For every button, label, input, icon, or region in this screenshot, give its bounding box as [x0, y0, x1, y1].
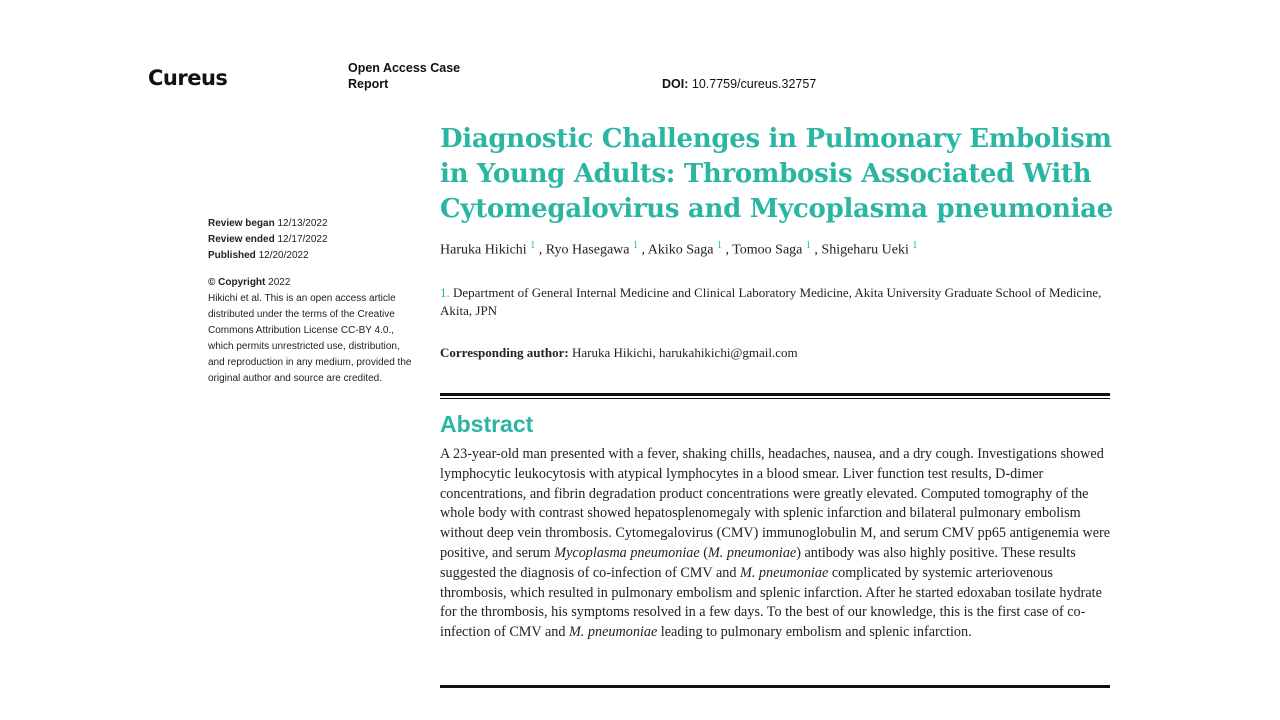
review-began-label: Review began — [208, 218, 275, 229]
author-separator: , — [810, 242, 822, 258]
affiliation-text: Department of General Internal Medicine and Clinical Laboratory Medicine, Akita University Graduate School of Medicine, Akita, JPN — [440, 285, 1102, 318]
corresponding-author-value: Haruka Hikichi, harukahikichi@gmail.com — [571, 345, 798, 360]
author-affiliation-ref[interactable]: 1 — [633, 240, 639, 251]
author-name: Tomoo Saga — [732, 242, 803, 258]
author-name: Ryo Hasegawa — [545, 242, 630, 258]
published-label: Published — [208, 250, 256, 261]
author-affiliation-ref[interactable]: 1 — [530, 240, 536, 251]
abstract-text: complicated by systemic arteriovenous thrombosis, which resulted in pulmonary embolism and splenic infarction. After he started edoxaban tosilate hydrate for the thrombosis, his symptoms resolved in a few days. To the best of our knowledge, this is the first case of co-infection of CMV and — [440, 564, 1102, 641]
abstract-italic-term: Mycoplasma pneumoniae — [554, 544, 700, 561]
bottom-divider — [440, 685, 1110, 688]
review-ended — [208, 232, 423, 248]
abstract-italic-term: M. pneumoniae — [740, 564, 829, 581]
article-type-line2: Report — [348, 77, 389, 91]
author-name: Haruka Hikichi — [440, 242, 527, 258]
journal-logo: Cureus — [148, 66, 228, 90]
abstract-text: leading to pulmonary embolism and splenic infarction. — [657, 624, 972, 641]
author-name: Akiko Saga — [647, 242, 714, 258]
author-separator: , — [535, 242, 546, 258]
article-type-line1: Open Access Case — [348, 61, 461, 75]
review-began — [208, 216, 423, 232]
divider-thin-line — [440, 398, 1110, 399]
abstract-text: A 23-year-old man presented with a fever, shaking chills, headaches, nausea, and a dry cough. Investigations showed lymphocytic leukocytosis with atypical lymphocytes in a blood smear. Liver function test results, D-dimer concentrations, and fibrin degradation product concentrations were greatly elevated. Computed tomography of the whole body with contrast showed hepatosplenomegaly with splenic infarction and bilateral pulmonary embolism without deep vein thrombosis. Cytomegalovirus (CMV) immunoglobulin M, and serum CMV pp65 antigenemia were positive, and serum — [440, 446, 1111, 561]
doi — [662, 77, 816, 91]
abstract-text: ( — [699, 544, 708, 561]
copyright — [208, 275, 423, 291]
article-history-sidebar — [208, 216, 423, 387]
copyright-year: 2022 — [268, 277, 291, 288]
abstract-italic-term: M. pneumoniae — [707, 544, 797, 561]
affiliation — [440, 284, 1110, 320]
author-name: Shigeharu Ueki — [821, 242, 909, 258]
copyright-label: © Copyright — [208, 277, 266, 288]
article-title: Diagnostic Challenges in Pulmonary Embolism in Young Adults: Thrombosis Associated With Cytomegalovirus and Mycoplasma pneumoniae — [440, 124, 1113, 224]
review-ended-value: 12/17/2022 — [277, 234, 328, 245]
doi-value[interactable]: 10.7759/cureus.32757 — [691, 77, 817, 91]
section-divider — [440, 393, 1110, 400]
published-value: 12/20/2022 — [258, 250, 309, 261]
divider-thick-line — [440, 393, 1110, 396]
author-separator: , — [721, 242, 733, 258]
author-list — [440, 240, 1120, 259]
license-text: Hikichi et al. This is an open access article distributed under the terms of the Creative Commons Attribution License CC-BY 4.0., which permits unrestricted use, distribution, and reproduction in any medium, provided the original author and source are credited. — [208, 293, 412, 384]
affiliation-number: 1. — [440, 285, 450, 300]
doi-label: DOI: — [662, 77, 689, 91]
author-affiliation-ref[interactable]: 1 — [716, 240, 722, 251]
review-began-value: 12/13/2022 — [277, 218, 328, 229]
review-ended-label: Review ended — [208, 234, 275, 245]
abstract-italic-term: M. pneumoniae — [568, 624, 658, 641]
article-type — [348, 60, 478, 92]
author-affiliation-ref[interactable]: 1 — [805, 240, 811, 251]
author-separator: , — [638, 242, 648, 258]
published — [208, 248, 423, 264]
corresponding-author-label: Corresponding author: — [440, 345, 569, 360]
abstract-heading: Abstract — [440, 411, 534, 437]
abstract-body — [440, 445, 1112, 643]
author-affiliation-ref[interactable]: 1 — [912, 240, 918, 251]
corresponding-author — [440, 345, 1110, 361]
abstract-text: ) antibody was also highly positive. These results suggested the diagnosis of co-infection of CMV and — [440, 544, 1076, 581]
